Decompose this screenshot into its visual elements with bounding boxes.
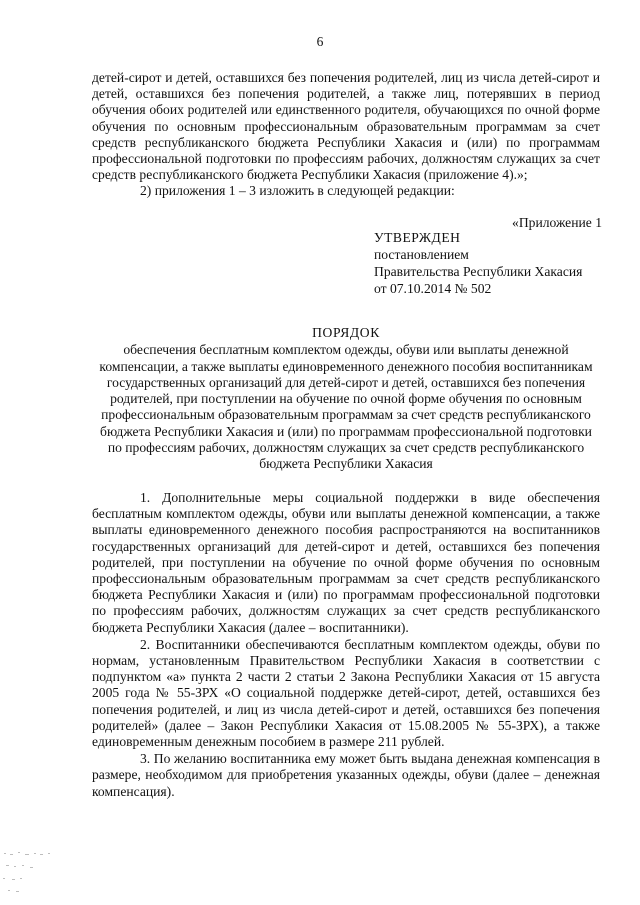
approval-line-3: от 07.10.2014 № 502 (374, 281, 492, 296)
title-subtitle: обеспечения бесплатным комплектом одежды, обуви или выплаты денежной компенсации, а также выплаты единовременного денежного пособия воспитанникам государственных организаций для детей-сирот и детей, оставшихся без попечения родителей, при поступлении на обучение по очной форме обучения по основным профессиональным образовательным программам за счет средств республиканского бюджета Республики Хакасия и (или) по программам профессиональной подготовки по профессиям рабочих, должностям служащих за счет средств республиканского бюджета Республики Хакасия (99, 342, 593, 472)
document-title (92, 325, 600, 473)
approval-heading: УТВЕРЖДЕН (374, 230, 461, 245)
intro-paragraph: детей-сирот и детей, оставшихся без попечения родителей, лиц из числа детей-сирот и детей, оставшихся без попечения родителей, а также лиц, потерявших в период обучения обоих родителей или единственного родителя, обучающихся по очной форме обучения по основным профессиональным образовательным программам за счет средств республиканского бюджета Республики Хакасия и (или) по программам профессиональной подготовки по профессиям рабочих, должностям служащих за счет средств республиканского бюджета Республики Хакасия (приложение 4).»; (92, 70, 600, 183)
approval-line-1: постановлением (374, 247, 469, 262)
scan-noise-marks (0, 845, 70, 900)
paragraph-2: 2. Воспитанники обеспечиваются бесплатным комплектом одежды, обуви по нормам, установленным Правительством Республики Хакасия в соответствии с подпунктом «а» пункта 2 части 2 статьи 2 Закона Республики Хакасия от 15 августа 2005 года № 55-ЗРХ «О социальной поддержке детей-сирот, детей, оставшихся без попечения родителей, и лиц из числа детей-сирот и детей, оставшихся без попечения родителей» (далее – Закон Республики Хакасия от 15.08.2005 № 55-ЗРХ), а также единовременным денежным пособием в размере 211 рублей. (92, 636, 600, 750)
approval-stamp-block (374, 229, 614, 297)
approval-line-2: Правительства Республики Хакасия (374, 264, 583, 279)
appendix-reference: «Приложение 1 (512, 215, 602, 230)
intro-section (92, 70, 600, 200)
title-main: ПОРЯДОК (312, 325, 380, 340)
paragraph-1: 1. Дополнительные меры социальной поддержки в виде обеспечения бесплатным комплектом одежды, обуви или выплаты денежной компенсации, а также выплаты единовременного денежного пособия распространяются на воспитанников государственных организаций для детей-сирот и детей, оставшихся без попечения родителей, при поступлении на обучение по очной форме обучения по основным профессиональным образовательным программам за счет средств республиканского бюджета Республики Хакасия и (или) по программам профессиональной подготовки по профессиям рабочих, должностям служащих за счет средств республиканского бюджета Республики Хакасия (далее – воспитанники). (92, 490, 600, 635)
paragraph-3: 3. По желанию воспитанника ему может быть выдана денежная компенсация в размере, необходимом для приобретения указанных одежды, обуви (далее – денежная компенсация). (92, 751, 600, 799)
item-2-paragraph: 2) приложения 1 – 3 изложить в следующей редакции: (140, 183, 455, 199)
page-number: 6 (316, 34, 324, 49)
body-section (92, 490, 600, 800)
